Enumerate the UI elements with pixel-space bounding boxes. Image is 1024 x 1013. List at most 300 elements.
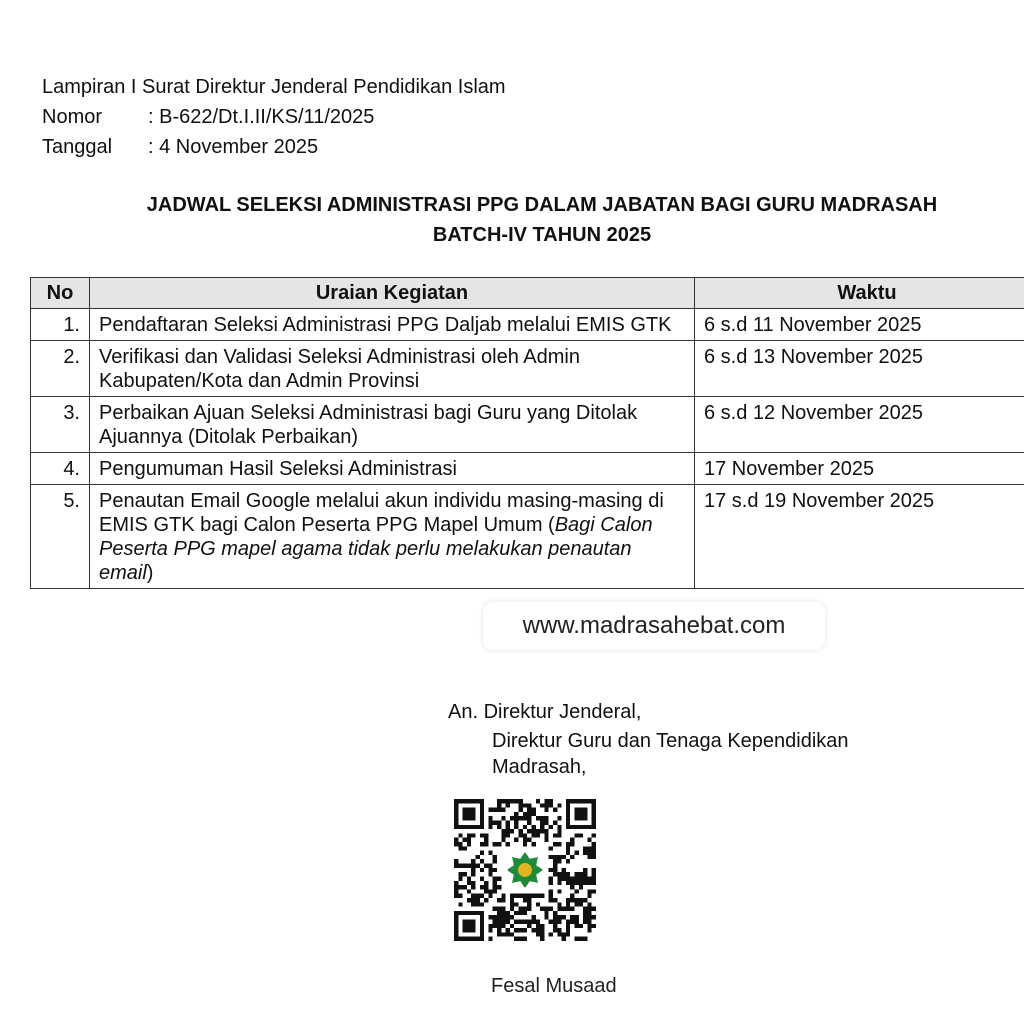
qr-module [523, 898, 527, 902]
qr-module [463, 885, 467, 889]
qr-module [488, 915, 492, 919]
qr-module [587, 881, 591, 885]
qr-module [484, 833, 488, 837]
qr-module [587, 876, 591, 880]
row-waktu: 6 s.d 12 November 2025 [695, 397, 1024, 453]
qr-module [562, 868, 566, 872]
qr-module [549, 799, 553, 803]
lampiran-line [42, 72, 506, 102]
qr-module [562, 915, 566, 919]
qr-module [557, 932, 561, 936]
qr-module [454, 842, 458, 846]
qr-module [583, 876, 587, 880]
qr-module [519, 808, 523, 812]
qr-module [458, 842, 462, 846]
qr-module [531, 919, 535, 923]
qr-module [557, 902, 561, 906]
qr-module [493, 915, 497, 919]
qr-module [553, 859, 557, 863]
qr-module [583, 868, 587, 872]
qr-module [476, 864, 480, 868]
qr-module [506, 799, 510, 803]
qr-module [574, 902, 578, 906]
qr-module [501, 932, 505, 936]
qr-module [527, 919, 531, 923]
qr-module [506, 911, 510, 915]
qr-module [523, 842, 527, 846]
tanggal-line [42, 132, 506, 162]
qr-module [557, 881, 561, 885]
qr-module [536, 894, 540, 898]
lampiran-text: Lampiran I Surat Direktur Jenderal Pendidikan Islam [42, 76, 506, 98]
qr-module [553, 833, 557, 837]
qr-module [592, 868, 596, 872]
qr-module [570, 876, 574, 880]
qr-module [583, 937, 587, 941]
qr-module [570, 898, 574, 902]
qr-module [454, 885, 458, 889]
row-waktu: 6 s.d 13 November 2025 [695, 341, 1024, 397]
row-kegiatan: Pengumuman Hasil Seleksi Administrasi [90, 453, 695, 485]
letter-header [42, 72, 506, 162]
qr-module [523, 911, 527, 915]
nomor-line [42, 102, 506, 132]
nomor-value: : B-622/Dt.I.II/KS/11/2025 [148, 106, 375, 128]
qr-module [510, 898, 514, 902]
qr-module [519, 907, 523, 911]
title-line-1: JADWAL SELEKSI ADMINISTRASI PPG DALAM JABATAN BAGI GURU MADRASAH [146, 194, 938, 216]
qr-module [557, 816, 561, 820]
qr-module [523, 812, 527, 816]
qr-module [531, 812, 535, 816]
qr-module [458, 902, 462, 906]
qr-module [553, 872, 557, 876]
qr-module [484, 898, 488, 902]
qr-finder-square [574, 808, 587, 821]
qr-module [587, 907, 591, 911]
qr-module [566, 859, 570, 863]
qr-module [574, 924, 578, 928]
qr-module [527, 907, 531, 911]
qr-module [583, 911, 587, 915]
qr-module [501, 833, 505, 837]
qr-module [497, 919, 501, 923]
qr-module [553, 898, 557, 902]
qr-module [480, 876, 484, 880]
table-row [31, 397, 1024, 453]
qr-module [592, 881, 596, 885]
qr-module [562, 876, 566, 880]
qr-module [480, 902, 484, 906]
qr-module [514, 911, 518, 915]
qr-finder-square [463, 919, 476, 932]
qr-module [549, 855, 553, 859]
qr-module [583, 898, 587, 902]
qr-module [587, 846, 591, 850]
qr-module [557, 833, 561, 837]
table-row [31, 309, 1024, 341]
qr-module [557, 803, 561, 807]
qr-module [480, 868, 484, 872]
qr-module [549, 881, 553, 885]
row-kegiatan: Verifikasi dan Validasi Seleksi Administrasi oleh Admin Kabupaten/Kota dan Admin Provinsi [90, 341, 695, 397]
qr-module [519, 928, 523, 932]
qr-module [506, 833, 510, 837]
qr-module [523, 825, 527, 829]
qr-module [501, 829, 505, 833]
qr-module [471, 902, 475, 906]
qr-module [471, 864, 475, 868]
qr-module [579, 881, 583, 885]
table-row [31, 485, 1024, 589]
qr-module [587, 919, 591, 923]
qr-module [557, 876, 561, 880]
qr-module [536, 919, 540, 923]
tanggal-label: Tanggal [42, 136, 113, 158]
qr-module [527, 812, 531, 816]
watermark-website: www.madrasahebat.com [483, 602, 825, 650]
qr-module [497, 803, 501, 807]
qr-module [540, 907, 544, 911]
qr-module [544, 838, 548, 842]
qr-module [497, 932, 501, 936]
qr-module [531, 825, 535, 829]
qr-module [463, 846, 467, 850]
qr-module [454, 881, 458, 885]
qr-module [519, 803, 523, 807]
qr-module [549, 876, 553, 880]
qr-module [480, 833, 484, 837]
qr-module [471, 898, 475, 902]
qr-module [562, 872, 566, 876]
qr-module [544, 803, 548, 807]
qr-module [471, 881, 475, 885]
qr-module [527, 894, 531, 898]
row-no: 5. [31, 485, 90, 589]
qr-module [583, 872, 587, 876]
qr-module [497, 799, 501, 803]
qr-module [514, 799, 518, 803]
qr-module [531, 894, 535, 898]
qr-module [493, 868, 497, 872]
qr-module [480, 859, 484, 863]
qr-module [467, 881, 471, 885]
qr-module [583, 881, 587, 885]
qr-module [484, 881, 488, 885]
qr-module [536, 816, 540, 820]
qr-module [587, 889, 591, 893]
qr-module [497, 885, 501, 889]
qr-module [527, 816, 531, 820]
qr-module [549, 825, 553, 829]
qr-module [527, 821, 531, 825]
qr-module [549, 846, 553, 850]
qr-module [506, 803, 510, 807]
qr-module [480, 842, 484, 846]
qr-module [527, 898, 531, 902]
qr-module [540, 825, 544, 829]
qr-module [562, 855, 566, 859]
qr-module [493, 919, 497, 923]
qr-module [587, 928, 591, 932]
row-no: 3. [31, 397, 90, 453]
qr-module [544, 821, 548, 825]
qr-module [592, 851, 596, 855]
qr-module [544, 911, 548, 915]
qr-module [510, 915, 514, 919]
qr-module [566, 851, 570, 855]
qr-module [570, 855, 574, 859]
qr-module [488, 872, 492, 876]
qr-module [493, 889, 497, 893]
qr-module [562, 932, 566, 936]
qr-module [458, 876, 462, 880]
qr-module [527, 808, 531, 812]
qr-module [501, 919, 505, 923]
ministry-emblem-icon [506, 851, 545, 890]
qr-module [549, 907, 553, 911]
qr-module [471, 894, 475, 898]
qr-module [587, 855, 591, 859]
qr-module [501, 808, 505, 812]
qr-module [501, 907, 505, 911]
qr-module [488, 864, 492, 868]
qr-module [527, 838, 531, 842]
qr-module [557, 928, 561, 932]
qr-module [549, 803, 553, 807]
title-line-2: BATCH-IV TAHUN 2025 [432, 224, 652, 246]
qr-module [484, 842, 488, 846]
qr-module [480, 851, 484, 855]
qr-module [579, 872, 583, 876]
qr-module [523, 907, 527, 911]
qr-module [553, 915, 557, 919]
qr-module [484, 885, 488, 889]
qr-module [467, 842, 471, 846]
qr-module [471, 833, 475, 837]
qr-module [510, 799, 514, 803]
qr-module [454, 889, 458, 893]
qr-module [523, 803, 527, 807]
qr-module [566, 842, 570, 846]
qr-module [527, 803, 531, 807]
qr-module [544, 799, 548, 803]
qr-module [587, 924, 591, 928]
qr-module [454, 859, 458, 863]
qr-module [497, 907, 501, 911]
qr-module [467, 889, 471, 893]
qr-module [523, 816, 527, 820]
qr-module [544, 915, 548, 919]
qr-module [510, 902, 514, 906]
document-title [60, 190, 1024, 250]
qr-module [570, 842, 574, 846]
qr-module [557, 859, 561, 863]
qr-module [506, 928, 510, 932]
table-row [31, 453, 1024, 485]
qr-module [540, 928, 544, 932]
qr-module [544, 816, 548, 820]
qr-module [570, 838, 574, 842]
qr-module [476, 902, 480, 906]
qr-module [540, 894, 544, 898]
qr-module [587, 851, 591, 855]
qr-module [463, 864, 467, 868]
qr-module [536, 932, 540, 936]
qr-module [501, 816, 505, 820]
emblem-core [518, 863, 532, 877]
qr-module [501, 838, 505, 842]
qr-module [514, 937, 518, 941]
qr-module [574, 851, 578, 855]
qr-module [458, 846, 462, 850]
qr-module [531, 808, 535, 812]
qr-module [583, 846, 587, 850]
qr-module [540, 829, 544, 833]
qr-module [523, 833, 527, 837]
qr-module [540, 932, 544, 936]
qr-module [557, 842, 561, 846]
qr-module [566, 902, 570, 906]
qr-module [514, 894, 518, 898]
qr-module [506, 932, 510, 936]
qr-module [536, 829, 540, 833]
qr-module [549, 919, 553, 923]
row-kegiatan: Pendaftaran Seleksi Administrasi PPG Daljab melalui EMIS GTK [90, 309, 695, 341]
qr-module [574, 872, 578, 876]
table-row [31, 341, 1024, 397]
qr-module [540, 803, 544, 807]
qr-module [531, 928, 535, 932]
qr-module [553, 924, 557, 928]
qr-module [557, 915, 561, 919]
qr-module [467, 864, 471, 868]
qr-module [566, 898, 570, 902]
qr-module [574, 919, 578, 923]
qr-finder-square [463, 808, 476, 821]
qr-module [544, 829, 548, 833]
qr-module [493, 821, 497, 825]
qr-module [562, 907, 566, 911]
qr-module [506, 919, 510, 923]
qr-module [458, 872, 462, 876]
qr-module [484, 838, 488, 842]
qr-module [527, 829, 531, 833]
qr-module [574, 898, 578, 902]
qr-module [510, 907, 514, 911]
qr-module [592, 842, 596, 846]
qr-module [519, 816, 523, 820]
qr-module [514, 928, 518, 932]
qr-module [493, 885, 497, 889]
signature-an: An. Direktur Jenderal, [448, 701, 642, 723]
qr-module [497, 928, 501, 932]
qr-module [592, 833, 596, 837]
qr-module [531, 833, 535, 837]
qr-module [514, 816, 518, 820]
qr-module [549, 932, 553, 936]
qr-module [587, 902, 591, 906]
qr-module [510, 924, 514, 928]
qr-module [592, 876, 596, 880]
qr-module [566, 907, 570, 911]
qr-module [493, 859, 497, 863]
qr-module [566, 872, 570, 876]
qr-module [514, 825, 518, 829]
qr-module [566, 932, 570, 936]
qr-module [488, 868, 492, 872]
qr-module [570, 915, 574, 919]
qr-module [562, 937, 566, 941]
tanggal-value: : 4 November 2025 [148, 136, 319, 158]
qr-module [519, 799, 523, 803]
qr-module [549, 889, 553, 893]
qr-module [497, 876, 501, 880]
qr-module [514, 838, 518, 842]
qr-module [574, 833, 578, 837]
qr-module [501, 894, 505, 898]
qr-module [488, 816, 492, 820]
qr-module [497, 808, 501, 812]
qr-module [566, 846, 570, 850]
qr-module [506, 821, 510, 825]
row-kegiatan [90, 485, 695, 589]
qr-module [536, 799, 540, 803]
qr-module [557, 872, 561, 876]
qr-module [506, 842, 510, 846]
qr-module [592, 889, 596, 893]
qr-module [540, 821, 544, 825]
qr-module [514, 902, 518, 906]
qr-module [587, 838, 591, 842]
qr-module [514, 812, 518, 816]
qr-module [493, 907, 497, 911]
qr-module [458, 894, 462, 898]
qr-module [467, 838, 471, 842]
qr-module [510, 932, 514, 936]
qr-module [476, 898, 480, 902]
qr-module [566, 876, 570, 880]
qr-module [527, 924, 531, 928]
header-waktu: Waktu [695, 278, 1024, 309]
qr-module [536, 902, 540, 906]
qr-module [549, 894, 553, 898]
qr-module [540, 924, 544, 928]
qr-module [566, 928, 570, 932]
qr-module [510, 816, 514, 820]
qr-module [540, 937, 544, 941]
qr-module [497, 821, 501, 825]
schedule-table [30, 277, 1024, 589]
qr-module [519, 937, 523, 941]
qr-module [501, 911, 505, 915]
qr-module [497, 842, 501, 846]
qr-module [592, 924, 596, 928]
qr-module [506, 829, 510, 833]
qr-module [566, 924, 570, 928]
qr-module [493, 842, 497, 846]
qr-module [592, 915, 596, 919]
qr-module [553, 808, 557, 812]
qr-module [488, 937, 492, 941]
qr-module [536, 833, 540, 837]
qr-module [553, 842, 557, 846]
qr-module [587, 915, 591, 919]
qr-module [519, 833, 523, 837]
qr-module [574, 876, 578, 880]
qr-module [553, 855, 557, 859]
qr-module [514, 821, 518, 825]
